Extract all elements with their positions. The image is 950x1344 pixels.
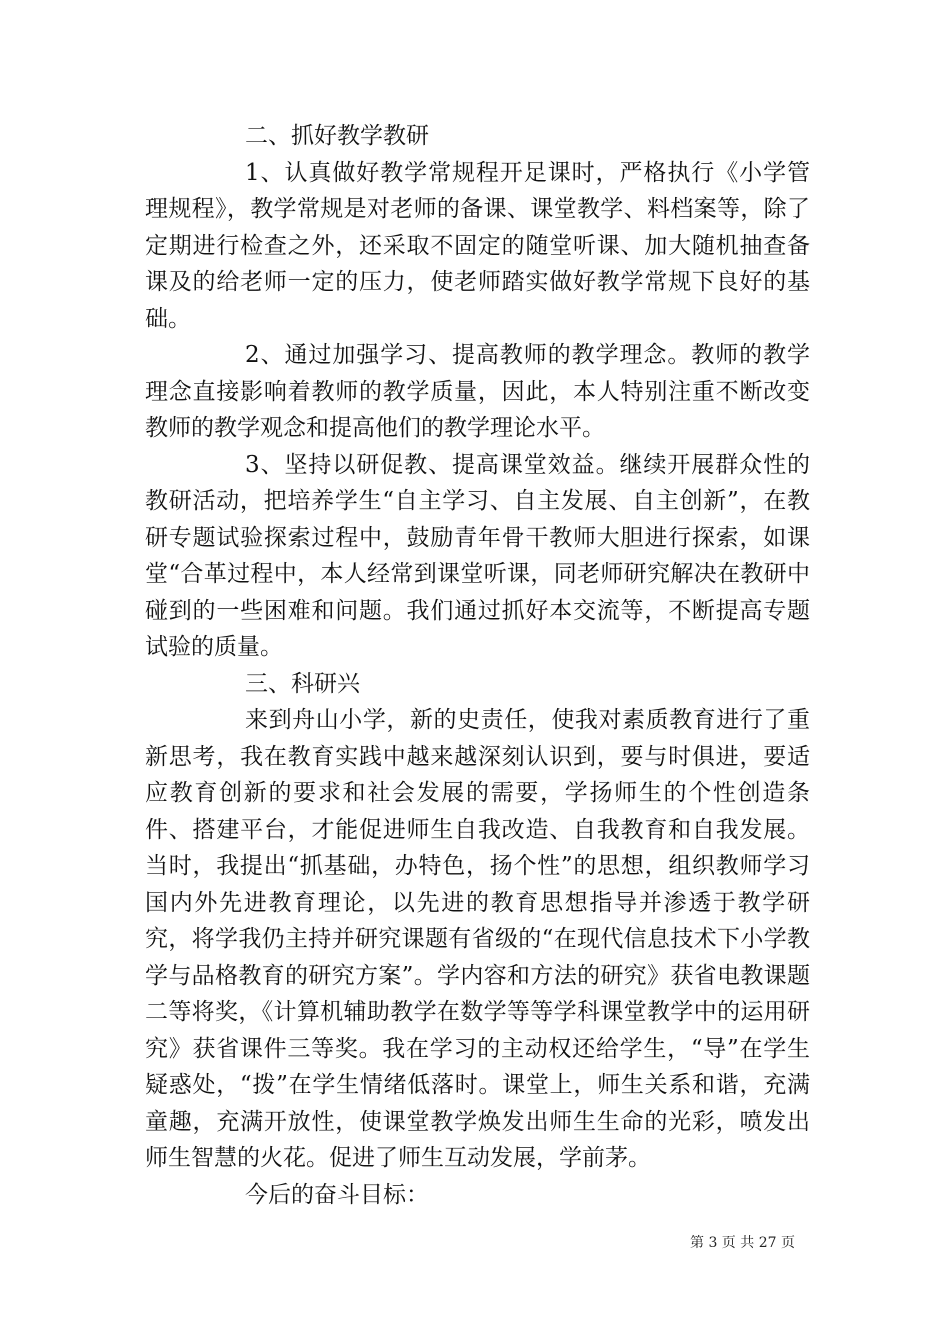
section-heading-teaching-research: 二、抓好教学教研 xyxy=(245,123,429,149)
document-body xyxy=(145,118,810,1213)
page-number-footer: 第 3 页 共 27 页 xyxy=(690,1235,795,1251)
paragraph-research-promotion: 3、坚持以研促教、提高课堂效益。继续开展群众性的教研活动，把培养学生“自主学习、自主发展、自主创新”，在教研专题试验探索过程中，鼓励青年骨干教师大胆进行探索，如课堂“合革过程中，本人经常到课堂听课，同老师研究解决在教研中碰到的一些困难和问题。我们通过抓好本交流等，不断提高专题试验的质量。 xyxy=(145,451,810,660)
paragraph-zhoushan-school: 来到舟山小学，新的史责任，使我对素质教育进行了重新思考，我在教育实践中越来越深刻认识到，要与时俱进，要适应教育创新的要求和社会发展的需要，学扬师生的个性创造条件、搭建平台，才能促进师生自我改造、自我教育和自我发展。当时，我提出“抓基础，办特色，扬个性”的思想，组织教师学习国内外先进教育理论，以先进的教育思想指导并渗透于教学研究，将学我仍主持并研究课题有省级的“在现代信息技术下小学教学与品格教育的研究方案”。学内容和方法的研究》获省电教课题二等将奖，《计算机辅助教学在数学等等学科课堂教学中的运用研究》获省课件三等奖。我在学习的主动权还给学生，“导”在学生疑惑处，“拨”在学生情绪低落时。课堂上，师生关系和谐，充满童趣，充满开放性，使课堂教学焕发出师生生命的光彩，喷发出师生智慧的火花。促进了师生互动发展，学前茅。 xyxy=(145,707,810,1171)
section-heading-research: 三、科研兴 xyxy=(245,670,360,697)
paragraph-teaching-philosophy: 2、通过加强学习、提高教师的教学理念。教师的教学理念直接影响着教师的教学质量，因此，本人特别注重不断改变教师的教学观念和提高他们的教学理论水平。 xyxy=(145,342,810,441)
paragraph-future-goals: 今后的奋斗目标： xyxy=(245,1181,429,1208)
paragraph-teaching-routine: 1、认真做好教学常规程开足课时，严格执行《小学管理规程》，教学常规是对老师的备课、课堂教学、料档案等，除了定期进行检查之外，还采取不固定的随堂听课、加大随机抽查备课及的给老师一定的压力，使老师踏实做好教学常规下良好的基础。 xyxy=(145,159,810,332)
